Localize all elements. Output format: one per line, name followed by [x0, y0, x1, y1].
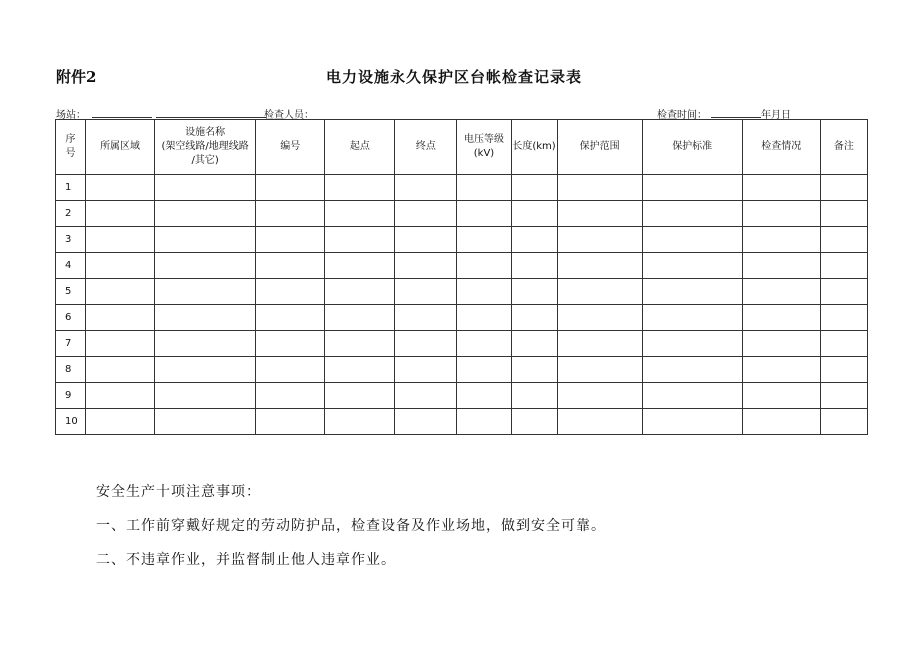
cell-voltage — [457, 253, 511, 279]
cell-remark — [820, 201, 867, 227]
cell-facility — [155, 409, 256, 435]
cell-standard — [642, 357, 742, 383]
cell-remark — [820, 357, 867, 383]
cell-start — [325, 409, 395, 435]
cell-length — [511, 279, 557, 305]
cell-area — [86, 253, 155, 279]
cell-voltage — [457, 331, 511, 357]
cell-start — [325, 383, 395, 409]
cell-facility — [155, 357, 256, 383]
cell-status — [742, 383, 820, 409]
table-row — [56, 201, 868, 227]
cell-start — [325, 201, 395, 227]
column-header-facility: 设施名称 (架空线路/地理线路 /其它) — [155, 120, 256, 175]
cell-range — [557, 201, 642, 227]
column-header-status: 检查情况 — [742, 120, 820, 175]
cell-area — [86, 383, 155, 409]
station-blank-2 — [156, 107, 266, 118]
cell-remark — [820, 409, 867, 435]
table-row — [56, 357, 868, 383]
table-row — [56, 175, 868, 201]
cell-code — [256, 383, 325, 409]
cell-start — [325, 279, 395, 305]
cell-standard — [642, 253, 742, 279]
row-number: 9 — [56, 383, 86, 409]
cell-code — [256, 409, 325, 435]
cell-code — [256, 305, 325, 331]
cell-voltage — [457, 227, 511, 253]
row-number: 6 — [56, 305, 86, 331]
column-header-voltage: 电压等级 (kV) — [457, 120, 511, 175]
cell-remark — [820, 331, 867, 357]
inspection-time-label: 检查时间： — [657, 110, 707, 121]
cell-standard — [642, 201, 742, 227]
attachment-label: 附件2 — [56, 68, 97, 86]
cell-range — [557, 227, 642, 253]
cell-standard — [642, 331, 742, 357]
cell-remark — [820, 253, 867, 279]
cell-start — [325, 227, 395, 253]
column-header-code: 编号 — [256, 120, 325, 175]
cell-code — [256, 227, 325, 253]
cell-length — [511, 331, 557, 357]
cell-status — [742, 331, 820, 357]
cell-standard — [642, 175, 742, 201]
row-number: 1 — [56, 175, 86, 201]
cell-start — [325, 175, 395, 201]
cell-facility — [155, 175, 256, 201]
cell-facility — [155, 227, 256, 253]
cell-area — [86, 331, 155, 357]
cell-end — [395, 175, 457, 201]
cell-range — [557, 253, 642, 279]
cell-range — [557, 383, 642, 409]
column-header-seq: 序 号 — [56, 120, 86, 175]
row-number: 10 — [56, 409, 86, 435]
cell-area — [86, 227, 155, 253]
inspection-ledger-table — [55, 119, 868, 435]
cell-code — [256, 357, 325, 383]
cell-voltage — [457, 357, 511, 383]
row-number: 8 — [56, 357, 86, 383]
cell-status — [742, 227, 820, 253]
cell-range — [557, 409, 642, 435]
cell-standard — [642, 409, 742, 435]
column-header-standard: 保护标准 — [642, 120, 742, 175]
cell-voltage — [457, 383, 511, 409]
table-row — [56, 331, 868, 357]
cell-standard — [642, 279, 742, 305]
safety-notes — [96, 475, 606, 577]
cell-area — [86, 175, 155, 201]
column-header-start: 起点 — [325, 120, 395, 175]
cell-end — [395, 279, 457, 305]
row-number: 7 — [56, 331, 86, 357]
cell-start — [325, 305, 395, 331]
cell-length — [511, 175, 557, 201]
cell-facility — [155, 305, 256, 331]
document-title: 电力设施永久保护区台帐检查记录表 — [326, 68, 583, 86]
cell-standard — [642, 227, 742, 253]
column-header-range: 保护范围 — [557, 120, 642, 175]
column-header-area: 所属区域 — [86, 120, 155, 175]
cell-area — [86, 357, 155, 383]
column-header-end: 终点 — [395, 120, 457, 175]
cell-status — [742, 175, 820, 201]
cell-length — [511, 409, 557, 435]
cell-end — [395, 201, 457, 227]
cell-remark — [820, 305, 867, 331]
cell-status — [742, 253, 820, 279]
cell-length — [511, 357, 557, 383]
table-body — [56, 175, 868, 435]
cell-start — [325, 357, 395, 383]
cell-length — [511, 305, 557, 331]
cell-facility — [155, 331, 256, 357]
note-item-2: 二、不违章作业，并监督制止他人违章作业。 — [96, 552, 396, 568]
row-number: 4 — [56, 253, 86, 279]
cell-facility — [155, 383, 256, 409]
cell-facility — [155, 279, 256, 305]
cell-end — [395, 331, 457, 357]
cell-standard — [642, 305, 742, 331]
cell-remark — [820, 175, 867, 201]
table-row — [56, 279, 868, 305]
note-item-1: 一、工作前穿戴好规定的劳动防护品，检查设备及作业场地，做到安全可靠。 — [96, 518, 606, 534]
cell-voltage — [457, 305, 511, 331]
cell-length — [511, 201, 557, 227]
cell-code — [256, 175, 325, 201]
cell-length — [511, 227, 557, 253]
row-number: 5 — [56, 279, 86, 305]
cell-code — [256, 279, 325, 305]
cell-area — [86, 409, 155, 435]
cell-status — [742, 305, 820, 331]
cell-end — [395, 383, 457, 409]
cell-range — [557, 175, 642, 201]
cell-end — [395, 305, 457, 331]
cell-area — [86, 201, 155, 227]
station-label: 场站： — [56, 110, 86, 121]
notes-heading: 安全生产十项注意事项： — [96, 484, 261, 500]
cell-standard — [642, 383, 742, 409]
cell-remark — [820, 383, 867, 409]
cell-code — [256, 331, 325, 357]
cell-code — [256, 253, 325, 279]
row-number: 2 — [56, 201, 86, 227]
cell-start — [325, 331, 395, 357]
cell-range — [557, 331, 642, 357]
table-row — [56, 409, 868, 435]
cell-area — [86, 279, 155, 305]
table-row — [56, 383, 868, 409]
cell-end — [395, 227, 457, 253]
table-header-row — [56, 120, 868, 175]
cell-range — [557, 357, 642, 383]
table-row — [56, 253, 868, 279]
column-header-remark: 备注 — [820, 120, 867, 175]
cell-status — [742, 409, 820, 435]
inspector-label: 检查人员： — [264, 110, 314, 121]
cell-start — [325, 253, 395, 279]
cell-range — [557, 279, 642, 305]
cell-voltage — [457, 409, 511, 435]
cell-voltage — [457, 201, 511, 227]
cell-voltage — [457, 175, 511, 201]
row-number: 3 — [56, 227, 86, 253]
table-row — [56, 305, 868, 331]
cell-end — [395, 357, 457, 383]
cell-facility — [155, 201, 256, 227]
cell-status — [742, 357, 820, 383]
time-blank — [711, 107, 761, 118]
cell-end — [395, 409, 457, 435]
table-row — [56, 227, 868, 253]
cell-length — [511, 383, 557, 409]
cell-length — [511, 253, 557, 279]
date-suffix: 年月日 — [761, 110, 791, 121]
cell-range — [557, 305, 642, 331]
station-blank-1 — [92, 107, 152, 118]
cell-status — [742, 279, 820, 305]
cell-area — [86, 305, 155, 331]
cell-remark — [820, 279, 867, 305]
cell-facility — [155, 253, 256, 279]
cell-status — [742, 201, 820, 227]
cell-remark — [820, 227, 867, 253]
column-header-length: 长度(km) — [511, 120, 557, 175]
cell-code — [256, 201, 325, 227]
cell-end — [395, 253, 457, 279]
cell-voltage — [457, 279, 511, 305]
